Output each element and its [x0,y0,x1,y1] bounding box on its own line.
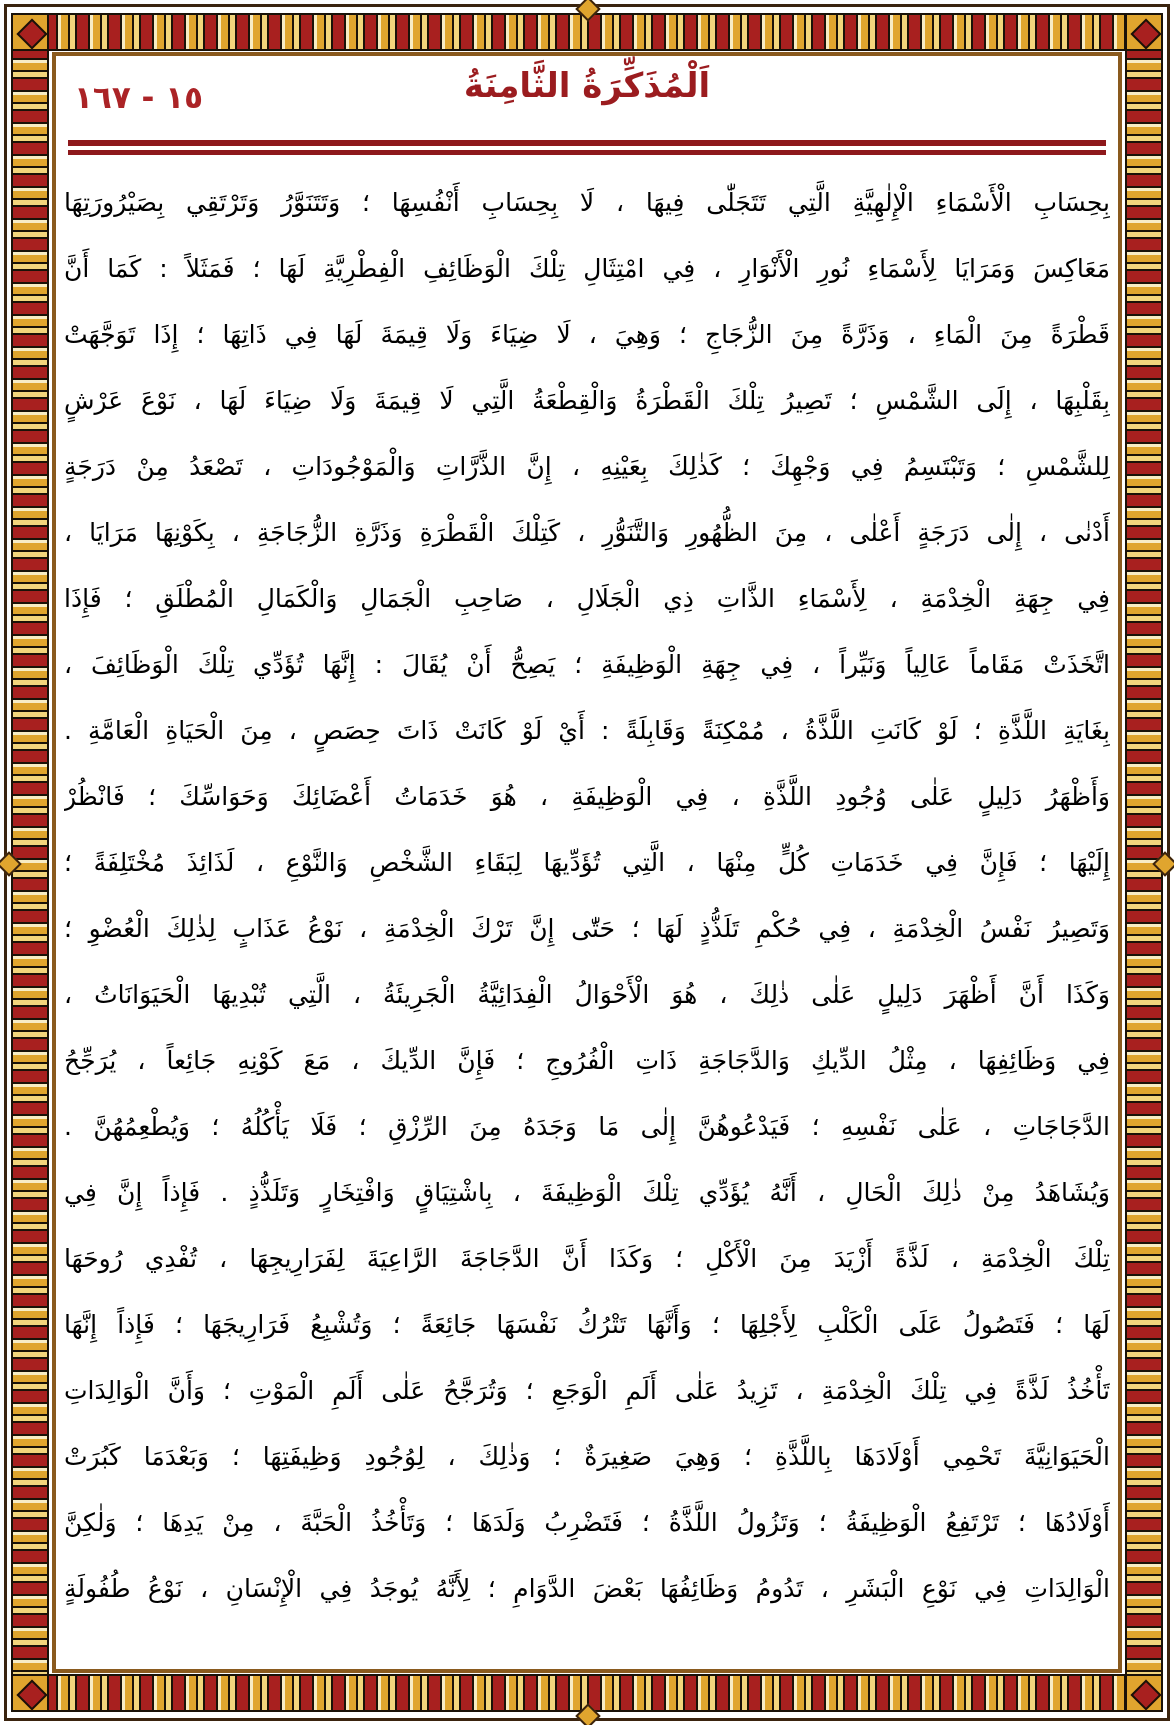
body-line: إِلَيْهَا ؛ فَإِنَّ فِي خَدَمَاتِ كُلٍّ مِنْهَا ، الَّتِي تُؤَدِّيهَا لِبَقَاءِ الشَّخْصِ وَالنَّوْعِ ، لَذَائِذَ مُخْتَلِفَةً ؛ [64,848,1110,877]
border-corner-bottom-right [1125,1674,1163,1712]
body-line: الْوَالِدَاتِ فِي نَوْعِ الْبَشَرِ ، تَدُومُ وَظَائِفُهَا بَعْضَ الدَّوَامِ ؛ لِأَنَّهُ يُوجَدُ فِي الْإِنْسَانِ ، نَوْعُ طُفُولَةٍ [64,1574,1110,1603]
body-line: وَكَذَا أَنَّ أَظْهَرَ دَلِيلٍ عَلٰى ذٰلِكَ ، هُوَ الْأَحْوَالُ الْفِدَائِيَّةُ الْجَرِيئَةُ ، الَّتِي تُبْدِيهَا الْحَيَوَانَاتُ ، [64,980,1110,1009]
body-line: بِحِسَابِ الْأَسْمَاءِ الْإِلٰهِيَّةِ الَّتِي تَتَجَلّٰى فِيهَا ، لَا بِحِسَابِ أَنْفُسِهَا ؛ وَتَتَنَوَّرُ وَتَرْتَقِي بِصَيْرُورَتِهَا [64,188,1110,217]
border-corner-top-right [1125,13,1163,51]
border-corner-bottom-left [11,1674,49,1712]
body-line: اتَّخَذَتْ مَقَاماً عَالِياً وَنَيِّراً ، فِي جِهَةِ الْوَظِيفَةِ ؛ يَصِحُّ أَنْ يُقَالَ : إِنَّهَا تُؤَدِّي تِلْكَ الْوَظَائِفَ ، [64,650,1110,679]
body-line: لِلشَّمْسِ ؛ وَتَبْتَسِمُ فِي وَجْهِكَ ؛ كَذٰلِكَ بِعَيْنِهِ ، إِنَّ الذَّرَّاتِ وَالْمَوْجُودَاتِ ، تَصْعَدُ مِنْ دَرَجَةٍ [64,452,1110,481]
body-line: الدَّجَاجَاتِ ، عَلٰى نَفْسِهِ ؛ فَيَدْعُوهُنَّ إِلٰى مَا وَجَدَهُ مِنَ الرِّزْقِ ؛ فَلَا يَأْكُلُهُ ؛ وَيُطْعِمُهُنَّ . [64,1112,1110,1141]
body-line: مَعَاكِسَ وَمَرَايَا لِأَسْمَاءِ نُورِ الْأَنْوَارِ ، فِي امْتِثَالِ تِلْكَ الْوَظَائِفِ الْفِطْرِيَّةِ لَهَا ؛ فَمَثَلاً : كَمَا أَنَّ [64,254,1110,283]
body-line: وَتَصِيرُ نَفْسُ الْخِدْمَةِ ، فِي حُكْمِ تَلَذُّذٍ لَهَا ؛ حَتّٰى إِنَّ تَرْكَ الْخِدْمَةِ ، نَوْعُ عَذَابٍ لِذٰلِكَ الْعُضْوِ ؛ [64,914,1110,943]
body-line: لَهَا ؛ فَتَصُولُ عَلَى الْكَلْبِ لِأَجْلِهَا ؛ وَأَنَّهَا تَتْرُكُ نَفْسَهَا جَائِعَةً ؛ وَتُشْبِعُ فَرَارِيجَهَا ؛ فَإِذاً إِنَّهَا [64,1310,1110,1339]
page-number: ١٥ - ١٦٧ [74,80,204,116]
page-header [70,64,1104,138]
body-line: وَأَظْهَرُ دَلِيلٍ عَلٰى وُجُودِ اللَّذَّةِ ، فِي الْوَظِيفَةِ ، هُوَ خَدَمَاتُ أَعْضَائِكَ وَحَوَاسِّكَ ؛ فَانْظُرْ [64,782,1110,811]
header-double-rule [68,140,1106,155]
body-line: قَطْرَةً مِنَ الْمَاءِ ، وَذَرَّةً مِنَ الزُّجَاجِ ؛ وَهِيَ ، لَا ضِيَاءَ وَلَا قِيمَةَ لَهَا فِي ذَاتِهَا ؛ إِذَا تَوَجَّهَتْ [64,320,1110,349]
page-title: اَلْمُذَكِّرَةُ الثَّامِنَةُ [463,66,711,106]
border-corner-top-left [11,13,49,51]
body-line: أَوْلَادُهَا ؛ تَرْتَفِعُ الْوَظِيفَةُ ؛ وَتَزُولُ اللَّذَّةُ ؛ فَتَضْرِبُ وَلَدَهَا ؛ وَتَأْخُذُ الْحَبَّةَ ، مِنْ يَدِهَا ؛ وَلٰكِنَّ [64,1508,1110,1537]
body-line: وَيُشَاهَدُ مِنْ ذٰلِكَ الْحَالِ ، أَنَّهُ يُؤَدِّي تِلْكَ الْوَظِيفَةَ ، بِاشْتِيَاقٍ وَافْتِخَارٍ وَتَلَذُّذٍ . فَإِذاً إِنَّ فِي [64,1178,1110,1207]
body-line: أَدْنٰى ، إِلٰى دَرَجَةٍ أَعْلٰى ، مِنَ الظُّهُورِ وَالتَّنَوُّرِ ، كَتِلْكَ الْقَطْرَةِ وَذَرَّةِ الزُّجَاجَةِ ، بِكَوْنِهَا مَرَايَا ، [64,518,1110,547]
body-line: فِي وَظَائِفِهَا ، مِثْلُ الدِّيكِ وَالدَّجَاجَةِ ذَاتِ الْفُرُوجِ ؛ فَإِنَّ الدِّيكَ ، مَعَ كَوْنِهِ جَائِعاً ، يُرَجِّحُ [64,1046,1110,1075]
body-line: تَأْخُذُ لَذَّةً فِي تِلْكَ الْخِدْمَةِ ، تَزِيدُ عَلٰى أَلَمِ الْوَجَعِ ؛ وَتُرَجَّحُ عَلٰى أَلَمِ الْمَوْتِ ؛ وَأَنَّ الْوَالِدَاتِ [64,1376,1110,1405]
body-line: بِقَلْبِهَا ، إِلَى الشَّمْسِ ؛ تَصِيرُ تِلْكَ الْقَطْرَةُ وَالْقِطْعَةُ الَّتِي لَا قِيمَةَ وَلَا ضِيَاءَ لَهَا ، نَوْعَ عَرْشٍ [64,386,1110,415]
body-line: بِغَايَةِ اللَّذَّةِ ؛ لَوْ كَانَتِ اللَّذَّةُ ، مُمْكِنَةً وَقَابِلَةً : أَيْ لَوْ كَانَتْ ذَاتَ حِصَصٍ ، مِنَ الْحَيَاةِ الْعَامَّةِ . [64,716,1110,745]
body-line: فِي جِهَةِ الْخِدْمَةِ ، لِأَسْمَاءِ الذَّاتِ ذِي الْجَلَالِ ، صَاحِبِ الْجَمَالِ وَالْكَمَالِ الْمُطْلَقِ ؛ فَإِذَا [64,584,1110,613]
body-line: الْحَيَوَانِيَّةَ تَحْمِي أَوْلَادَهَا بِاللَّذَّةِ ؛ وَهِيَ صَغِيرَةٌ ؛ وَذٰلِكَ ، لِوُجُودِ وَظِيفَتِهَا ؛ وَبَعْدَمَا كَبُرَتْ [64,1442,1110,1471]
body-line: تِلْكَ الْخِدْمَةِ ، لَذَّةً أَزْيَدَ مِنَ الْأَكْلِ ؛ وَكَذَا أَنَّ الدَّجَاجَةَ الرَّاعِيَةَ لِفَرَارِيجِهَا ، تُفْدِي رُوحَهَا [64,1244,1110,1273]
body-text [64,170,1110,1665]
